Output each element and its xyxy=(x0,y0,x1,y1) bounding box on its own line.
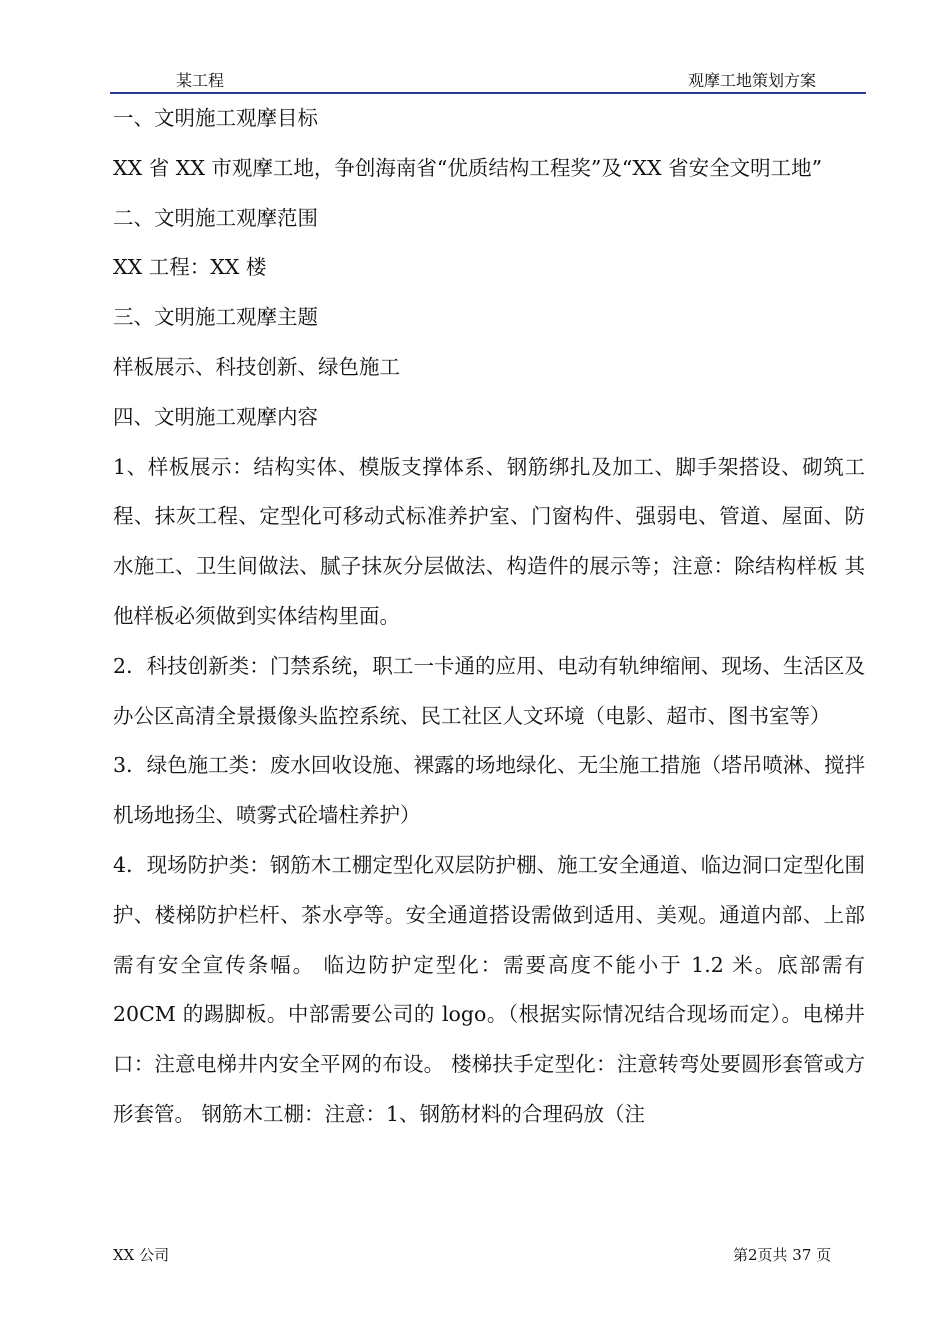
paragraph-sample-display: 1、样板展示：结构实体、模版支撑体系、钢筋绑扎及加工、脚手架搭设、砌筑工程、抹灰工程、定型化可移动式标准养护室、门窗构件、强弱电、管道、屋面、防水施工、卫生间做法、腻子抹灰分层做法、构造件的展示等；注意：除结构样板 其他样板必须做到实体结构里面。 xyxy=(113,454,865,628)
footer-company: XX 公司 xyxy=(113,1246,170,1264)
section-heading-4: 四、文明施工观摩内容 xyxy=(113,404,318,429)
paragraph-goal: XX 省 XX 市观摩工地，争创海南省“优质结构工程奖”及“XX 省安全文明工地” xyxy=(113,155,823,180)
footer-page-number: 第2页共 37 页 xyxy=(733,1246,832,1264)
section-heading-2: 二、文明施工观摩范围 xyxy=(113,205,318,230)
section-heading-3: 三、文明施工观摩主题 xyxy=(113,305,318,330)
header-project-name: 某工程 xyxy=(176,71,225,90)
paragraph-scope: XX 工程：XX 楼 xyxy=(113,255,267,280)
page-header xyxy=(110,66,866,94)
document-body xyxy=(113,94,865,1140)
header-document-title: 观摩工地策划方案 xyxy=(687,71,816,90)
paragraph-tech-innovation: 2．科技创新类：门禁系统，职工一卡通的应用、电动有轨绅缩闸、现场、生活区及办公区高清全景摄像头监控系统、民工社区人文环境（电影、超市、图书室等） xyxy=(113,653,865,728)
paragraph-green-construction: 3．绿色施工类：废水回收设施、裸露的场地绿化、无尘施工措施（塔吊喷淋、搅拌机场地扬尘、喷雾式砼墙柱养护） xyxy=(113,753,865,828)
paragraph-site-protection: 4．现场防护类：钢筋木工棚定型化双层防护棚、施工安全通道、临边洞口定型化围护、楼梯防护栏杆、茶水亭等。安全通道搭设需做到适用、美观。通道内部、上部需有安全宣传条幅。 临边防护定型化：需要高度不能小于 1.2 米。底部需有 20CM 的踢脚板。中部需要公司的 logo。（根据实际情况结合现场而定）。电梯井口：注意电梯井内安全平网的布设。 楼梯扶手定型化：注意转弯处要圆形套管或方形套管。 钢筋木工棚：注意：1、钢筋材料的合理码放（注 xyxy=(113,852,865,1126)
section-heading-1: 一、文明施工观摩目标 xyxy=(113,106,318,130)
paragraph-theme: 样板展示、科技创新、绿色施工 xyxy=(113,354,400,379)
